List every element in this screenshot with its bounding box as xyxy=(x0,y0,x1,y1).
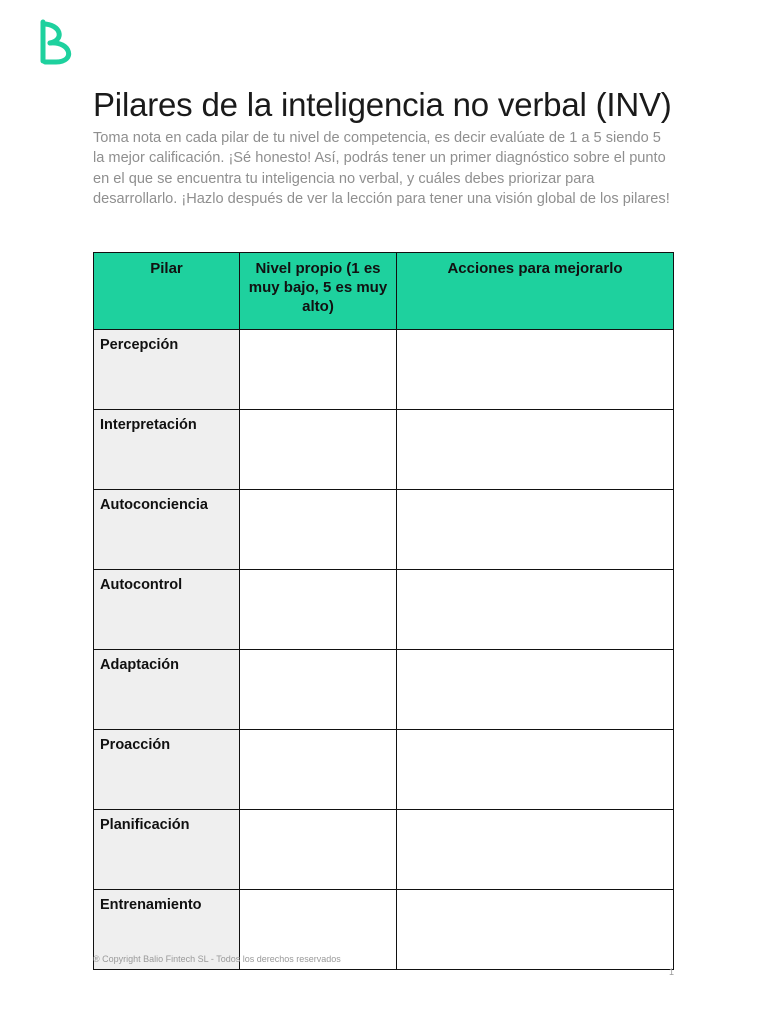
actions-cell[interactable] xyxy=(397,490,674,570)
actions-cell[interactable] xyxy=(397,410,674,490)
table-header-row xyxy=(94,253,674,330)
pillar-name: Autocontrol xyxy=(94,570,240,650)
actions-cell[interactable] xyxy=(397,330,674,410)
table-row xyxy=(94,730,674,810)
copyright-footer: ® Copyright Balio Fintech SL - Todos los derechos reservados xyxy=(93,954,341,964)
level-cell[interactable] xyxy=(240,410,397,490)
table-row xyxy=(94,490,674,570)
pillars-table xyxy=(93,252,674,970)
pillar-name: Interpretación xyxy=(94,410,240,490)
actions-cell[interactable] xyxy=(397,570,674,650)
level-cell[interactable] xyxy=(240,570,397,650)
level-cell[interactable] xyxy=(240,730,397,810)
pillar-name: Autoconciencia xyxy=(94,490,240,570)
header-level: Nivel propio (1 es muy bajo, 5 es muy alto) xyxy=(240,253,397,330)
actions-cell[interactable] xyxy=(397,890,674,970)
header-actions: Acciones para mejorarlo xyxy=(397,253,674,330)
page-number: 1 xyxy=(668,967,674,977)
table-row xyxy=(94,810,674,890)
table-row xyxy=(94,410,674,490)
table-row xyxy=(94,650,674,730)
pillar-name: Adaptación xyxy=(94,650,240,730)
level-cell[interactable] xyxy=(240,490,397,570)
table-row xyxy=(94,570,674,650)
pillar-name: Percepción xyxy=(94,330,240,410)
header-pillar: Pilar xyxy=(94,253,240,330)
level-cell[interactable] xyxy=(240,650,397,730)
actions-cell[interactable] xyxy=(397,650,674,730)
pillar-name: Planificación xyxy=(94,810,240,890)
actions-cell[interactable] xyxy=(397,730,674,810)
level-cell[interactable] xyxy=(240,330,397,410)
level-cell[interactable] xyxy=(240,810,397,890)
balio-logo-icon xyxy=(38,18,78,68)
actions-cell[interactable] xyxy=(397,810,674,890)
intro-paragraph: Toma nota en cada pilar de tu nivel de competencia, es decir evalúate de 1 a 5 siendo 5 la mejor calificación. ¡Sé honesto! Así, podrás tener un primer diagnóstico sobre el punto en el que se encuentra tu inteligencia no verbal, y cuáles debes priorizar para desarrollarlo. ¡Hazlo después de ver la lección para tener una visión global de los pilares! xyxy=(93,130,670,208)
pillar-name: Entrenamiento xyxy=(94,890,240,970)
page-title: Pilares de la inteligencia no verbal (INV) xyxy=(93,86,672,123)
pillar-name: Proacción xyxy=(94,730,240,810)
table-row xyxy=(94,330,674,410)
